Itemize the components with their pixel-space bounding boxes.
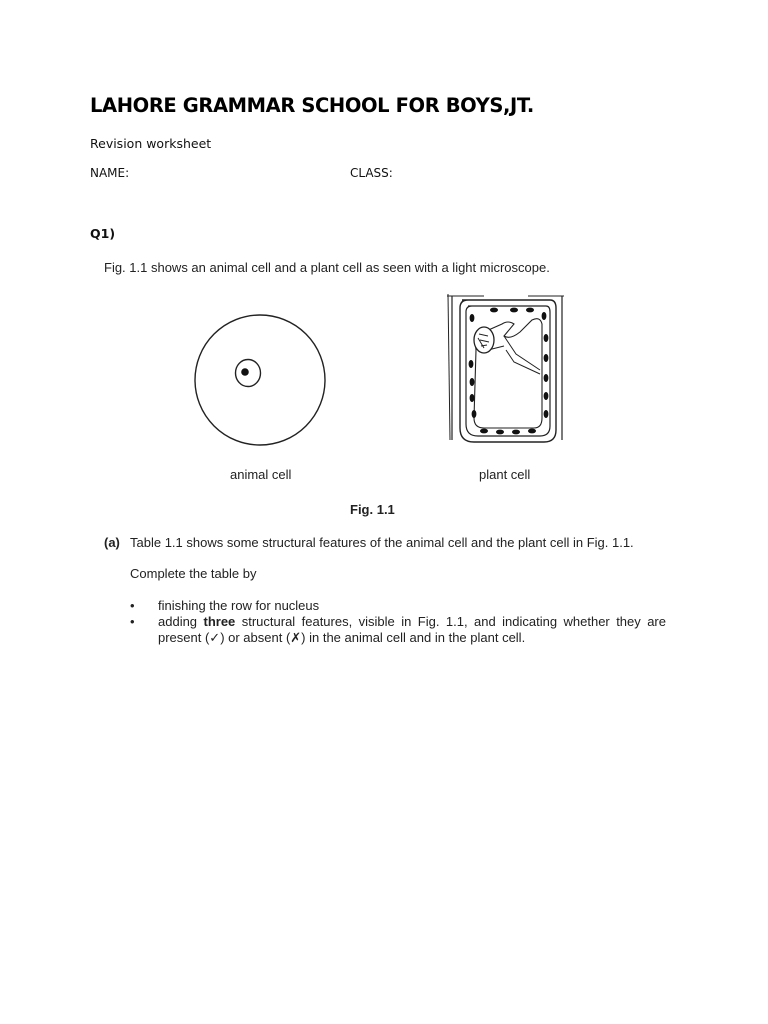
part-a-label: (a) [104,535,120,550]
animal-cell-membrane [195,315,325,445]
bullet-2-text [158,614,666,646]
figure-label: Fig. 1.1 [350,502,395,517]
animal-cell-drawing [190,310,330,450]
part-a-instruction: Complete the table by [130,566,257,581]
plant-cell-drawing [444,290,568,450]
bullet-2-post: structural features, visible in Fig. 1.1, and indicating whether they are present (✓) or absent (✗) in the animal cell and in the plant cell. [158,614,666,645]
worksheet-subtitle: Revision worksheet [90,136,212,151]
animal-cell-caption: animal cell [230,467,292,482]
plant-cell-membrane [466,306,550,436]
bullet-2-dot: • [130,614,135,629]
plant-cell-nucleus [474,327,494,353]
bullet-1-dot: • [130,598,135,613]
plant-cell-caption: plant cell [479,467,531,482]
question-intro: Fig. 1.1 shows an animal cell and a plant cell as seen with a light microscope. [104,260,550,275]
bullet-2-emphasis: three [203,614,236,629]
school-title: LAHORE GRAMMAR SCHOOL FOR BOYS,JT. [90,94,534,117]
bullet-2-pre: adding [158,614,204,629]
bullet-1-text: finishing the row for nucleus [158,598,320,613]
plant-cell-chloroplasts [469,308,549,435]
part-a-text: Table 1.1 shows some structural features of the animal cell and the plant cell in Fig. 1.1. [130,535,634,550]
animal-cell-nucleolus [241,368,249,376]
class-label: CLASS: [350,166,393,180]
question-number: Q1) [90,226,116,241]
name-label: NAME: [90,166,130,180]
